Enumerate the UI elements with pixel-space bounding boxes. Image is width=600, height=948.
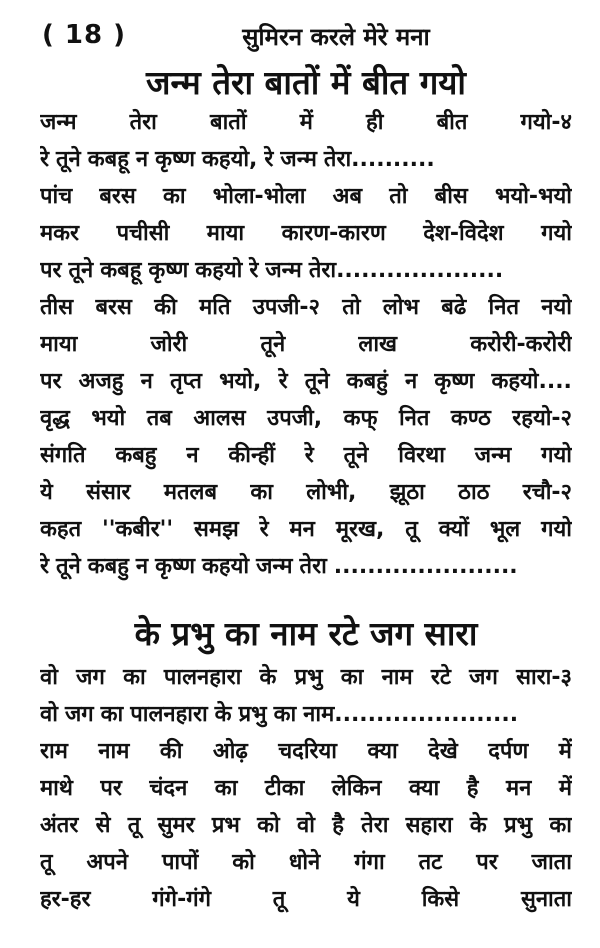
- lyric-word: सुमर: [157, 813, 195, 838]
- lyric-word: रे: [259, 517, 269, 542]
- lyric-word: का: [250, 480, 273, 505]
- lyric-word: रे: [264, 147, 274, 172]
- lyric-word: का: [214, 776, 238, 801]
- lyric-word: बरस: [95, 295, 132, 320]
- lyric-word: रटे: [430, 665, 451, 690]
- lyric-word: पर: [476, 850, 498, 875]
- lyric-word: कहत: [40, 517, 82, 542]
- lyric-word: का: [340, 665, 364, 690]
- lyric-word: ......................: [333, 554, 518, 579]
- lyric-word: जोरी: [150, 332, 188, 357]
- lyric-word: तेरा..........: [323, 147, 435, 172]
- lyric-word: गयो: [541, 443, 572, 468]
- lyric-word: कण्ठ: [450, 406, 491, 431]
- lyric-word: बीस: [434, 184, 468, 209]
- lyric-word: को: [232, 850, 255, 875]
- lyric-word: तीस: [40, 295, 74, 320]
- lyric-word: क्यों: [438, 517, 469, 542]
- lyric-word: तू: [272, 887, 286, 912]
- lyric-word: कृष्ण: [155, 554, 196, 579]
- lyric-word: सहारा: [405, 813, 453, 838]
- lyric-word: तेरा....................: [308, 258, 504, 283]
- lyric-word: लाख: [358, 332, 398, 357]
- lyric-word: रचौ-२: [522, 480, 572, 505]
- lyric-word: बीत: [436, 110, 468, 135]
- page-number: ( 18 ): [42, 20, 127, 50]
- lyric-word: अब: [332, 184, 363, 209]
- lyric-word: तूने: [260, 332, 286, 357]
- lyric-word: कहयो: [202, 554, 250, 579]
- lyric-line: [40, 474, 572, 511]
- lyric-word: के: [214, 702, 232, 727]
- lyric-word: उपजी-२: [252, 295, 320, 320]
- lyric-line: [40, 104, 572, 141]
- lyric-word: भयो-भयो: [494, 184, 572, 209]
- lyric-word: माया: [206, 221, 245, 246]
- lyric-word: गयो: [541, 517, 572, 542]
- lyric-word: तो: [389, 184, 408, 209]
- lyric-word: वृद्ध: [40, 406, 70, 431]
- lyric-word: पापों: [161, 850, 199, 875]
- lyric-line: [40, 696, 572, 733]
- lyric-word: गयो: [541, 221, 572, 246]
- lyric-word: कृष्ण: [155, 147, 196, 172]
- lyric-word: न: [135, 554, 149, 579]
- lyric-word: देखे: [428, 739, 458, 764]
- lyric-word: नाम: [98, 739, 130, 764]
- lyric-word: जन्म: [256, 554, 293, 579]
- lyric-word: रे: [40, 147, 49, 172]
- lyric-word: नयो: [541, 295, 572, 320]
- lyric-word: प्रभ: [211, 813, 240, 838]
- lyric-word: जन्म: [40, 110, 77, 135]
- lyric-word: विरथा: [398, 443, 445, 468]
- lyric-word: ''कबीर'': [102, 517, 174, 542]
- song-2-lyrics: [40, 659, 572, 918]
- lyric-word: का: [162, 184, 186, 209]
- lyric-word: न: [140, 369, 153, 394]
- lyric-word: दर्पण: [488, 739, 529, 764]
- lyric-word: सारा-३: [516, 665, 572, 690]
- lyric-word: है: [332, 813, 344, 838]
- lyric-word: रे: [278, 369, 288, 394]
- lyric-word: में: [299, 110, 313, 135]
- lyric-word: कबहु: [115, 443, 157, 468]
- lyric-word: तृप्त: [170, 369, 202, 394]
- lyric-word: कारण-कारण: [281, 221, 386, 246]
- lyric-word: धोने: [288, 850, 321, 875]
- lyric-word: तेरा: [129, 110, 157, 135]
- lyric-word: ये: [40, 480, 53, 505]
- lyric-word: कहयो: [195, 258, 243, 283]
- lyric-word: वो: [40, 702, 58, 727]
- lyric-word: कबहु: [87, 554, 129, 579]
- lyric-word: जन्म: [474, 443, 512, 468]
- lyric-word: क्या: [367, 739, 398, 764]
- lyric-word: तू: [405, 517, 418, 542]
- lyric-word: के: [469, 813, 487, 838]
- lyric-word: कबहू: [87, 147, 129, 172]
- lyric-word: प्रभु: [238, 702, 267, 727]
- lyric-word: के: [259, 665, 277, 690]
- lyric-word: पालनहारा: [163, 665, 242, 690]
- lyric-word: न: [186, 443, 199, 468]
- lyric-word: मकर: [40, 221, 80, 246]
- lyric-word: वो: [40, 665, 58, 690]
- lyric-word: बढे: [441, 295, 467, 320]
- lyric-word: कबहू: [100, 258, 142, 283]
- book-title: सुमिरन करले मेरे मना: [242, 23, 430, 51]
- lyric-word: लोभ: [382, 295, 419, 320]
- lyric-line: [40, 770, 572, 807]
- lyric-word: का: [123, 665, 146, 690]
- lyric-word: कहयो,: [202, 147, 258, 172]
- lyric-word: झूठा: [389, 480, 425, 505]
- lyric-word: कफ्: [343, 406, 378, 431]
- lyric-word: नित: [398, 406, 430, 431]
- lyric-word: पर: [40, 258, 62, 283]
- lyric-word: से: [95, 813, 111, 838]
- lyric-line: [40, 733, 572, 770]
- lyric-word: ठाठ: [458, 480, 490, 505]
- lyric-word: किसे: [421, 887, 460, 912]
- lyric-word: रहयो-२: [512, 406, 572, 431]
- lyric-word: अपने: [86, 850, 128, 875]
- lyric-word: वो: [297, 813, 315, 838]
- song-1-lyrics: [40, 104, 572, 585]
- lyric-word: जग: [76, 665, 105, 690]
- lyric-line: [40, 844, 572, 881]
- lyric-word: ही: [366, 110, 384, 135]
- song-title-1: जन्म तेरा बातों में बीत गयो: [146, 63, 466, 102]
- lyric-word: में: [558, 776, 572, 801]
- lyric-word: देश-विदेश: [423, 221, 504, 246]
- lyric-word: नित: [488, 295, 519, 320]
- lyric-word: नाम......................: [303, 702, 519, 727]
- lyric-word: तूने: [56, 554, 81, 579]
- lyric-word: अंतर: [40, 813, 79, 838]
- lyric-line: [40, 400, 572, 437]
- lyric-word: मूरख,: [335, 517, 385, 542]
- lyric-word: भयो,: [219, 369, 262, 394]
- lyric-word: तब: [146, 406, 172, 431]
- lyric-line: [40, 326, 572, 363]
- lyric-line: [40, 807, 572, 844]
- lyric-word: पचीसी: [116, 221, 170, 246]
- lyric-word: ओढ़: [212, 739, 248, 764]
- lyric-word: का: [100, 702, 124, 727]
- lyric-word: कृष्ण: [434, 369, 475, 394]
- lyric-word: मतलब: [163, 480, 218, 505]
- lyric-word: जग: [64, 702, 94, 727]
- lyric-word: को: [257, 813, 280, 838]
- lyric-word: चदरिया: [278, 739, 338, 764]
- lyric-line: [40, 215, 572, 252]
- lyric-word: लोभी,: [306, 480, 357, 505]
- lyric-word: तो: [342, 295, 361, 320]
- lyric-word: रे: [249, 258, 259, 283]
- lyric-word: राम: [40, 739, 68, 764]
- lyric-word: चंदन: [149, 776, 188, 801]
- lyric-word: प्रभु: [294, 665, 323, 690]
- lyric-word: करोरी-करोरी: [470, 332, 572, 357]
- lyric-word: की: [159, 739, 183, 764]
- lyric-word: मन: [289, 517, 315, 542]
- lyric-word: में: [558, 739, 572, 764]
- lyric-word: मति: [199, 295, 231, 320]
- lyric-word: जाता: [531, 850, 572, 875]
- lyric-word: प्रभु: [504, 813, 533, 838]
- lyric-word: तूने: [56, 147, 81, 172]
- lyric-word: तेरा: [361, 813, 389, 838]
- lyric-line: [40, 363, 572, 400]
- lyric-word: तू: [127, 813, 141, 838]
- lyric-word: तूने: [343, 443, 369, 468]
- lyric-word: माया: [40, 332, 78, 357]
- running-header: [40, 0, 572, 54]
- lyric-word: बातों: [210, 110, 247, 135]
- lyric-word: कहयो....: [491, 369, 572, 394]
- lyric-word: का: [273, 702, 297, 727]
- lyric-word: कीन्हीं: [228, 443, 275, 468]
- lyric-word: अजहु: [78, 369, 124, 394]
- lyric-word: कबहुं: [346, 369, 388, 394]
- lyric-word: जन्म: [280, 147, 317, 172]
- lyric-line: [40, 252, 572, 289]
- lyric-word: माथे: [40, 776, 73, 801]
- lyric-word: जग: [469, 665, 498, 690]
- lyric-word: भयो: [91, 406, 126, 431]
- lyric-word: गंगे-गंगे: [152, 887, 211, 912]
- lyric-word: आलस: [193, 406, 246, 431]
- lyric-word: तूने: [68, 258, 94, 283]
- lyric-word: संगति: [40, 443, 86, 468]
- lyric-word: रे: [40, 554, 49, 579]
- lyric-word: तू: [40, 850, 53, 875]
- lyric-word: भोला-भोला: [212, 184, 306, 209]
- lyric-word: ये: [347, 887, 360, 912]
- lyric-word: की: [154, 295, 177, 320]
- lyric-word: समझ: [194, 517, 239, 542]
- lyric-word: का: [549, 813, 572, 838]
- lyric-line: [40, 141, 572, 178]
- lyric-word: जन्म: [265, 258, 302, 283]
- lyric-word: मन: [505, 776, 532, 801]
- lyric-line: [40, 178, 572, 215]
- lyric-line: [40, 881, 572, 918]
- lyric-word: संसार: [86, 480, 131, 505]
- lyric-word: गंगा: [354, 850, 385, 875]
- lyric-word: उपजी,: [267, 406, 323, 431]
- lyric-word: तूने: [304, 369, 330, 394]
- lyric-word: सुनाता: [520, 887, 572, 912]
- lyric-word: हर-हर: [40, 887, 91, 912]
- lyric-word: न: [135, 147, 149, 172]
- lyric-word: क्या: [409, 776, 440, 801]
- lyric-line: [40, 511, 572, 548]
- lyric-word: न: [404, 369, 418, 394]
- lyric-word: पालनहारा: [130, 702, 208, 727]
- lyric-word: गयो-४: [520, 110, 572, 135]
- song-title-2: के प्रभु का नाम रटे जग सारा: [134, 614, 478, 653]
- lyric-line: [40, 437, 572, 474]
- lyric-line: [40, 548, 572, 585]
- lyric-word: लेकिन: [331, 776, 382, 801]
- lyric-word: नाम: [381, 665, 413, 690]
- lyric-word: टीका: [264, 776, 305, 801]
- lyric-word: पांच: [40, 184, 73, 209]
- lyric-word: कृष्ण: [148, 258, 189, 283]
- lyric-word: है: [466, 776, 479, 801]
- lyric-line: [40, 659, 572, 696]
- lyric-line: [40, 289, 572, 326]
- lyric-word: तट: [418, 850, 443, 875]
- lyric-word: भूल: [489, 517, 521, 542]
- lyric-word: पर: [40, 369, 62, 394]
- lyric-word: पर: [100, 776, 122, 801]
- lyric-word: बरस: [99, 184, 136, 209]
- lyric-word: रे: [304, 443, 314, 468]
- lyric-word: तेरा: [299, 554, 327, 579]
